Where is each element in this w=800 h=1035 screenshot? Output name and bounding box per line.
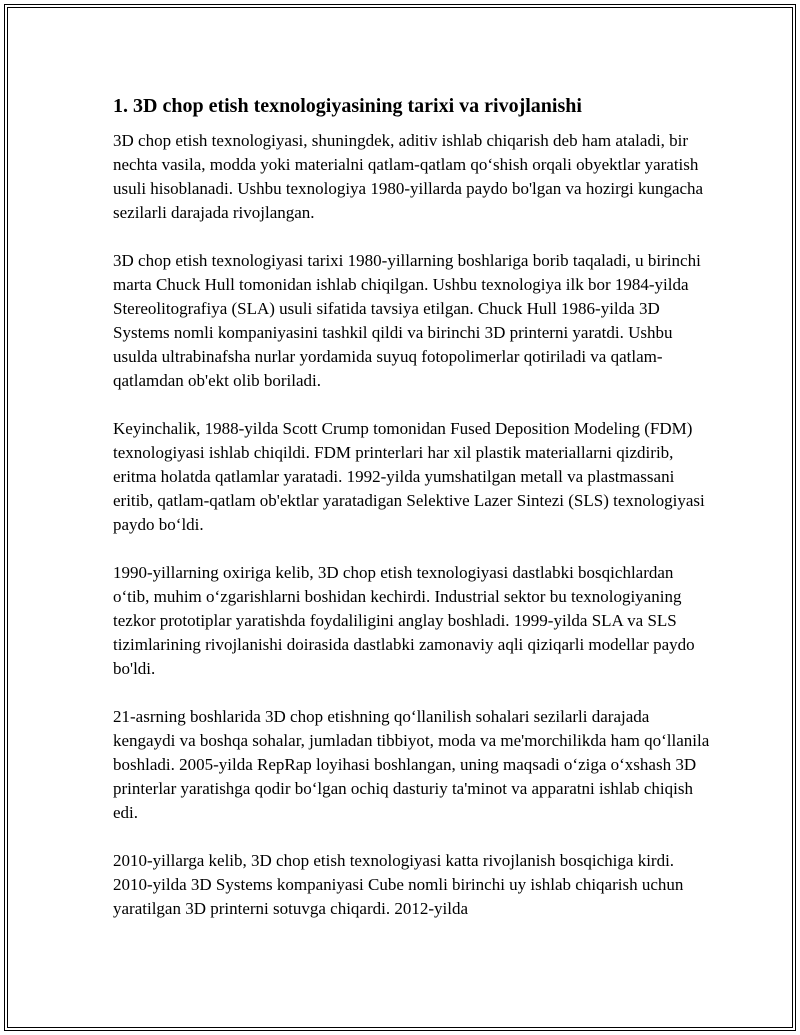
paragraph-2010s: 2010-yillarga kelib, 3D chop etish texnologiyasi katta rivojlanish bosqichiga kirdi. 2010-yilda 3D Systems kompaniyasi Cube nomli birinchi uy ishlab chiqarish uchun yaratilgan 3D printerni sotuvga chiqardi. 2012-yilda — [113, 851, 684, 918]
section-title: 1. 3D chop etish texnologiyasining tarixi va rivojlanishi — [113, 95, 582, 117]
paragraph-21st-century: 21-asrning boshlarida 3D chop etishning qo‘llanilish sohalari sezilarli darajada kengaydi va boshqa sohalar, jumladan tibbiyot, moda va me'morchilikda ham qo‘llanila boshladi. 2005-yilda RepRap loyihasi boshlangan, uning maqsadi o‘ziga o‘xshash 3D printerlar yaratishga qodir bo‘lgan ochiq dasturiy ta'minot va apparatni ishlab chiqish edi. — [113, 707, 710, 822]
paragraph-1990s: 1990-yillarning oxiriga kelib, 3D chop etish texnologiyasi dastlabki bosqichlardan o‘tib, muhim o‘zgarishlarni boshidan kechirdi. Industrial sektor bu texnologiyaning tezkor prototiplar yaratishda foydaliligini anglay boshladi. 1999-yilda SLA va SLS tizimlarining rivojlanishi doirasida dastlabki zamonaviy aqli qiziqarli modellar paydo bo'ldi. — [113, 563, 695, 678]
document-body — [113, 92, 713, 945]
paragraph-intro: 3D chop etish texnologiyasi, shuningdek, aditiv ishlab chiqarish deb ham ataladi, bir nechta vasila, modda yoki materialni qatlam-qatlam qo‘shish orqali obyektlar yaratish usuli hisoblanadi. Ushbu texnologiya 1980-yillarda paydo bo'lgan va hozirgi kungacha sezilarli darajada rivojlangan. — [113, 131, 704, 222]
paragraph-chuck-hull-sla: 3D chop etish texnologiyasi tarixi 1980-yillarning boshlariga borib taqaladi, u birinchi marta Chuck Hull tomonidan ishlab chiqilgan. Ushbu texnologiya ilk bor 1984-yilda Stereolitografiya (SLA) usuli sifatida tavsiya etilgan. Chuck Hull 1986-yilda 3D Systems nomli kompaniyasini tashkil qildi va birinchi 3D printerni yaratdi. Ushbu usulda ultrabinafsha nurlar yordamida suyuq fotopolimerlar qotiriladi va qatlam-qatlamdan ob'ekt olib boriladi. — [113, 251, 701, 390]
paragraph-fdm-sls: Keyinchalik, 1988-yilda Scott Crump tomonidan Fused Deposition Modeling (FDM) texnologiyasi ishlab chiqildi. FDM printerlari har xil plastik materiallarni qizdirib, eritma holatda qatlamlar yaratadi. 1992-yilda yumshatilgan metall va plastmassani eritib, qatlam-qatlam ob'ektlar yaratadigan Selektive Lazer Sintezi (SLS) texnologiyasi paydo bo‘ldi. — [113, 419, 705, 534]
